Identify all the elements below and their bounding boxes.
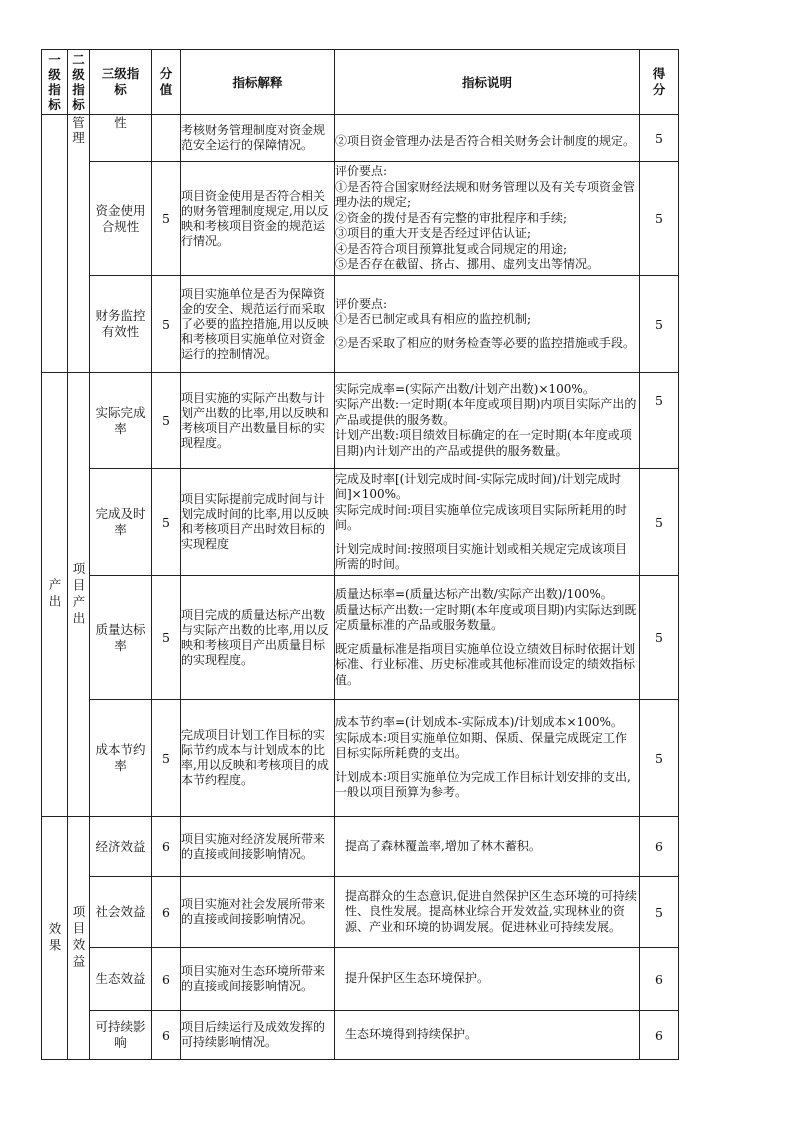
table-row [42, 1011, 679, 1060]
interpretation-cell: 项目实际提前完成时间与计划完成时间的比率,用以反映和考核项目产出时效目标的实现程度 [181, 469, 335, 576]
evaluation-table [41, 49, 679, 1060]
interpretation-cell: 项目资金使用是否符合相关的财务管理制度规定,用以反映和考核项目资金的规范运行情况。 [181, 162, 335, 276]
level3-cell: 社会效益 [90, 877, 152, 948]
got-cell: 6 [640, 1011, 679, 1060]
level3-cell: 成本节约率 [90, 700, 152, 817]
got-cell: 5 [640, 162, 679, 276]
score-cell: 5 [152, 700, 181, 817]
level1-cell-effect: 效果 [42, 817, 68, 1060]
description-cell: 完成及时率[(计划完成时间-实际完成时间)/计划完成时间]×100%。 实际完成时间:项目实施单位完成该项目实际所耗用的时间。 计划完成时间:按照项目实施计划或相关规定完成该项目所需的时间。 [335, 469, 640, 576]
got-cell: 5 [640, 115, 679, 162]
level2-cell-project-output: 项目产出 [68, 373, 90, 817]
level3-cell: 生态效益 [90, 948, 152, 1011]
description-cell: 质量达标率=(质量达标产出数/实际产出数)/100%。 质量达标产出数:一定时期(本年度或项目期)内实际达到既定质量标准的产品或服务数量。 既定质量标准是指项目实施单位设立绩效目标时依据计划标准、行业标准、历史标准或其他标准而设定的绩效指标值。 [335, 576, 640, 700]
score-cell: 5 [152, 276, 181, 373]
got-cell: 5 [640, 576, 679, 700]
interpretation-cell: 项目后续运行及成效发挥的可持续影响情况。 [181, 1011, 335, 1060]
table-row [42, 817, 679, 877]
level1-cell-output: 产出 [42, 373, 68, 817]
table-row [42, 115, 679, 162]
interpretation-cell: 项目实施对生态环境所带来的直接或间接影响情况。 [181, 948, 335, 1011]
got-cell: 6 [640, 948, 679, 1011]
description-cell: ②项目资金管理办法是否符合相关财务会计制度的规定。 [335, 115, 640, 162]
score-cell: 5 [152, 576, 181, 700]
score-cell: 6 [152, 817, 181, 877]
level3-cell: 质量达标率 [90, 576, 152, 700]
score-cell: 5 [152, 469, 181, 576]
got-cell: 5 [640, 373, 679, 469]
level3-cell: 完成及时率 [90, 469, 152, 576]
level3-cell: 经济效益 [90, 817, 152, 877]
level2-cell-management: 管理 [68, 115, 90, 373]
table-row [42, 162, 679, 276]
level1-cell-management [42, 115, 68, 373]
header-level3: 三级指标 [90, 50, 152, 115]
interpretation-cell: 项目完成的质量达标产出数与实际产出数的比率,用以反映和考核项目产出质量目标的实现程度。 [181, 576, 335, 700]
description-cell: 提升保护区生态环境保护。 [335, 948, 640, 1011]
level3-cell: 资金使用合规性 [90, 162, 152, 276]
interpretation-cell: 项目实施的实际产出数与计划产出数的比率,用以反映和考核项目产出数量目标的实现程度。 [181, 373, 335, 469]
table-row [42, 700, 679, 817]
level3-cell: 财务监控有效性 [90, 276, 152, 373]
description-cell: 提高了森林覆盖率,增加了林木蓄积。 [335, 817, 640, 877]
got-cell: 5 [640, 276, 679, 373]
header-level2: 二级指标 [68, 50, 90, 115]
got-cell: 6 [640, 817, 679, 877]
description-cell: 评价要点: ①是否符合国家财经法规和财务管理以及有关专项资金管理办法的规定; ②资金的拨付是否有完整的审批程序和手续; ③项目的重大开支是否经过评估认证; ④是否符合项目预算批复或合同规定的用途; ⑤是否存在截留、挤占、挪用、虚列支出等情况。 [335, 162, 640, 276]
header-score: 分值 [152, 50, 181, 115]
header-description: 指标说明 [335, 50, 640, 115]
got-cell: 5 [640, 877, 679, 948]
description-cell: 成本节约率=(计划成本-实际成本)/计划成本×100%。 实际成本:项目实施单位如期、保质、保量完成既定工作目标实际所耗费的支出。 计划成本:项目实施单位为完成工作目标计划安排的支出,一般以项目预算为参考。 [335, 700, 640, 817]
got-cell: 5 [640, 469, 679, 576]
score-cell: 6 [152, 877, 181, 948]
description-cell: 提高群众的生态意识,促进自然保护区生态环境的可持续性、良性发展。提高林业综合开发效益,实现林业的资源、产业和环境的协调发展。促进林业可持续发展。 [335, 877, 640, 948]
score-cell: 5 [152, 162, 181, 276]
header-row [42, 50, 679, 115]
level2-cell-project-benefit: 项目效益 [68, 817, 90, 1060]
interpretation-cell: 考核财务管理制度对资金规范安全运行的保障情况。 [181, 115, 335, 162]
table-row [42, 276, 679, 373]
level3-cell: 可持续影响 [90, 1011, 152, 1060]
description-cell: 实际完成率=(实际产出数/计划产出数)×100%。 实际产出数:一定时期(本年度或项目期)内项目实际产出的产品或提供的服务数。 计划产出数:项目绩效目标确定的在一定时期(本年度或项目期)内计划产出的产品或提供的服务数量。 [335, 373, 640, 469]
table-row [42, 469, 679, 576]
got-cell: 5 [640, 700, 679, 817]
score-cell: 6 [152, 1011, 181, 1060]
description-cell: 评价要点: ①是否已制定或具有相应的监控机制; ②是否采取了相应的财务检查等必要的监控措施或手段。 [335, 276, 640, 373]
interpretation-cell: 项目实施对经济发展所带来的直接或间接影响情况。 [181, 817, 335, 877]
interpretation-cell: 项目实施单位是否为保障资金的安全、规范运行而采取了必要的监控措施,用以反映和考核项目实施单位对资金运行的控制情况。 [181, 276, 335, 373]
level3-cell: 性 [90, 115, 152, 162]
score-cell: 6 [152, 948, 181, 1011]
interpretation-cell: 完成项目计划工作目标的实际节约成本与计划成本的比率,用以反映和考核项目的成本节约程度。 [181, 700, 335, 817]
interpretation-cell: 项目实施对社会发展所带来的直接或间接影响情况。 [181, 877, 335, 948]
table-row [42, 373, 679, 469]
description-cell: 生态环境得到持续保护。 [335, 1011, 640, 1060]
table-row [42, 948, 679, 1011]
score-cell [152, 115, 181, 162]
level3-cell: 实际完成率 [90, 373, 152, 469]
header-interpretation: 指标解释 [181, 50, 335, 115]
table-row [42, 576, 679, 700]
score-cell: 5 [152, 373, 181, 469]
header-level1: 一级指标 [42, 50, 68, 115]
table-row [42, 877, 679, 948]
header-got: 得分 [640, 50, 679, 115]
